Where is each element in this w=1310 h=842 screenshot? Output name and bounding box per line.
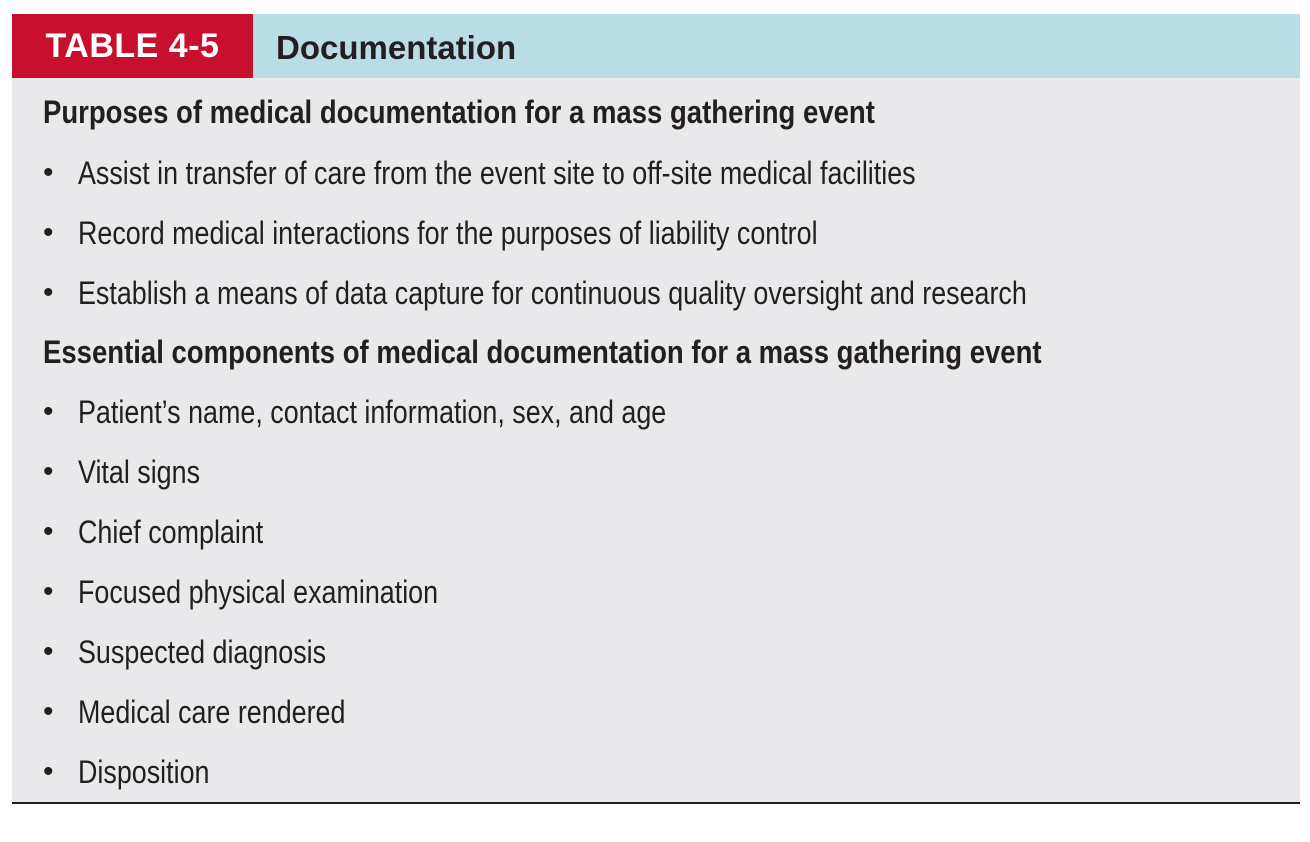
list-item-text: Medical care rendered: [78, 694, 346, 730]
list-item-text: Disposition: [78, 754, 210, 790]
list-item-text: Assist in transfer of care from the event site to off-site medical facilities: [78, 155, 916, 191]
list-item-text: Suspected diagnosis: [78, 634, 327, 670]
bullet-icon: •: [43, 515, 54, 548]
bullet-icon: •: [43, 635, 54, 668]
table-header: [12, 14, 1300, 78]
section-heading-components: Essential components of medical documentation for a mass gathering event: [43, 334, 1042, 370]
bullet-icon: •: [43, 455, 54, 488]
bullet-icon: •: [43, 156, 54, 189]
documentation-table: [12, 14, 1300, 804]
list-item-text: Establish a means of data capture for continuous quality oversight and research: [78, 275, 1027, 311]
list-item-text: Chief complaint: [78, 514, 264, 550]
table-title: Documentation: [276, 29, 517, 66]
list-item-text: Patient’s name, contact information, sex, and age: [78, 394, 667, 430]
table-number-label: TABLE 4-5: [12, 14, 253, 78]
section-heading-purposes: Purposes of medical documentation for a mass gathering event: [43, 94, 875, 130]
bullet-icon: •: [43, 755, 54, 788]
bullet-icon: •: [43, 395, 54, 428]
bullet-icon: •: [43, 695, 54, 728]
bullet-icon: •: [43, 216, 54, 249]
list-item-text: Focused physical examination: [78, 574, 439, 610]
list-item-text: Vital signs: [78, 454, 201, 490]
bullet-icon: •: [43, 575, 54, 608]
bullet-icon: •: [43, 276, 54, 309]
list-item-text: Record medical interactions for the purposes of liability control: [78, 215, 818, 251]
